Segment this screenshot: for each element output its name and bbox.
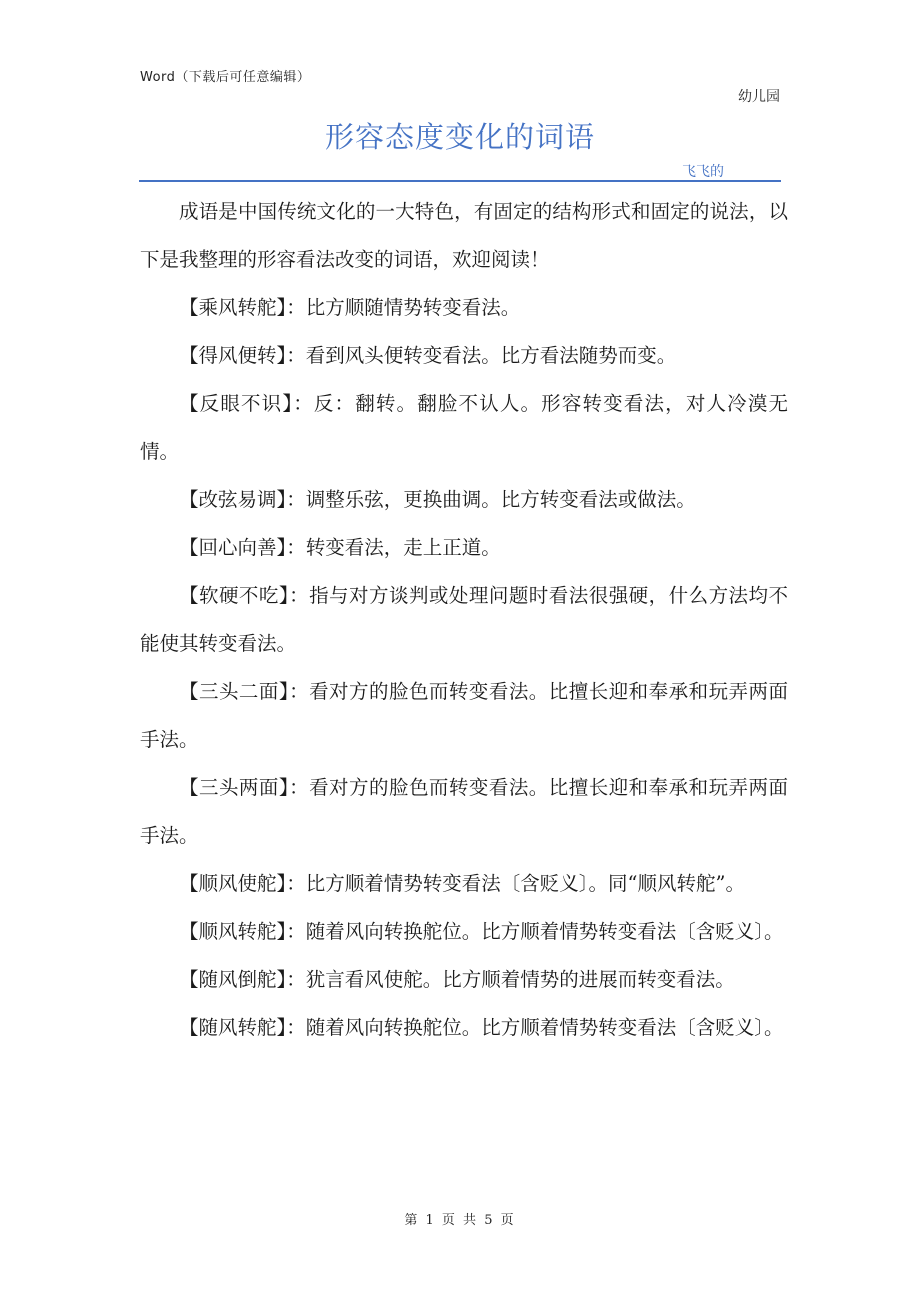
document-body	[140, 188, 788, 1052]
entry-paragraph	[140, 476, 788, 524]
entry-definition: ：看到风头便转变看法。比方看法随势而变。	[286, 344, 677, 367]
entry-paragraph	[140, 332, 788, 380]
entry-term: 【三头两面】	[179, 776, 290, 799]
entry-definition: ：比方顺着情势转变看法〔含贬义〕。同“顺风转舵”。	[286, 872, 745, 895]
entry-term: 【随风转舵】	[179, 1016, 287, 1039]
intro-paragraph: 成语是中国传统文化的一大特色，有固定的结构形式和固定的说法，以下是我整理的形容看法改变的词语，欢迎阅读！	[140, 200, 788, 271]
entry-term: 【反眼不识】	[179, 392, 294, 415]
entry-definition: ：反：翻转。翻脸不认人。形容转变看法，对人冷漠无情。	[140, 392, 788, 463]
entry-paragraph	[140, 380, 788, 476]
entry-term: 【回心向善】	[179, 536, 287, 559]
entry-definition: ：比方顺随情势转变看法。	[286, 296, 521, 319]
entry-paragraph	[140, 860, 788, 908]
entry-paragraph	[140, 764, 788, 860]
entry-paragraph	[140, 1004, 788, 1052]
entry-term: 【改弦易调】	[179, 488, 287, 511]
entry-paragraph	[140, 956, 788, 1004]
entry-definition: ：看对方的脸色而转变看法。比擅长迎和奉承和玩弄两面手法。	[140, 776, 788, 847]
page-number-footer: 第 1 页 共 5 页	[404, 1213, 516, 1228]
entry-term: 【随风倒舵】	[179, 968, 287, 991]
entry-paragraph	[140, 284, 788, 332]
entry-term: 【顺风使舵】	[179, 872, 287, 895]
entry-definition: ：调整乐弦，更换曲调。比方转变看法或做法。	[286, 488, 696, 511]
entry-paragraph	[140, 572, 788, 668]
entry-term: 【乘风转舵】	[179, 296, 287, 319]
document-title: 形容态度变化的词语	[324, 120, 595, 154]
entry-paragraph	[140, 524, 788, 572]
entry-term: 【顺风转舵】	[179, 920, 287, 943]
entry-term: 【三头二面】	[179, 680, 290, 703]
header-right-text: 幼儿园	[738, 89, 780, 105]
entry-term: 【软硬不吃】	[179, 584, 290, 607]
entry-definition: ：犹言看风使舵。比方顺着情势的进展而转变看法。	[286, 968, 735, 991]
entry-definition: ：看对方的脸色而转变看法。比擅长迎和奉承和玩弄两面手法。	[140, 680, 788, 751]
entry-definition: ：转变看法，走上正道。	[286, 536, 501, 559]
entry-paragraph	[140, 908, 788, 956]
author-name: 飞飞的	[682, 164, 724, 180]
entry-definition: ：指与对方谈判或处理问题时看法很强硬，什么方法均不能使其转变看法。	[140, 584, 788, 655]
entry-definition: ：随着风向转换舵位。比方顺着情势转变看法〔含贬义〕。	[286, 1016, 784, 1039]
entry-term: 【得风便转】	[179, 344, 287, 367]
entry-definition: ：随着风向转换舵位。比方顺着情势转变看法〔含贬义〕。	[286, 920, 784, 943]
entry-paragraph	[140, 668, 788, 764]
header-left-text: Word（下载后可任意编辑）	[140, 70, 311, 85]
title-divider	[139, 180, 781, 182]
